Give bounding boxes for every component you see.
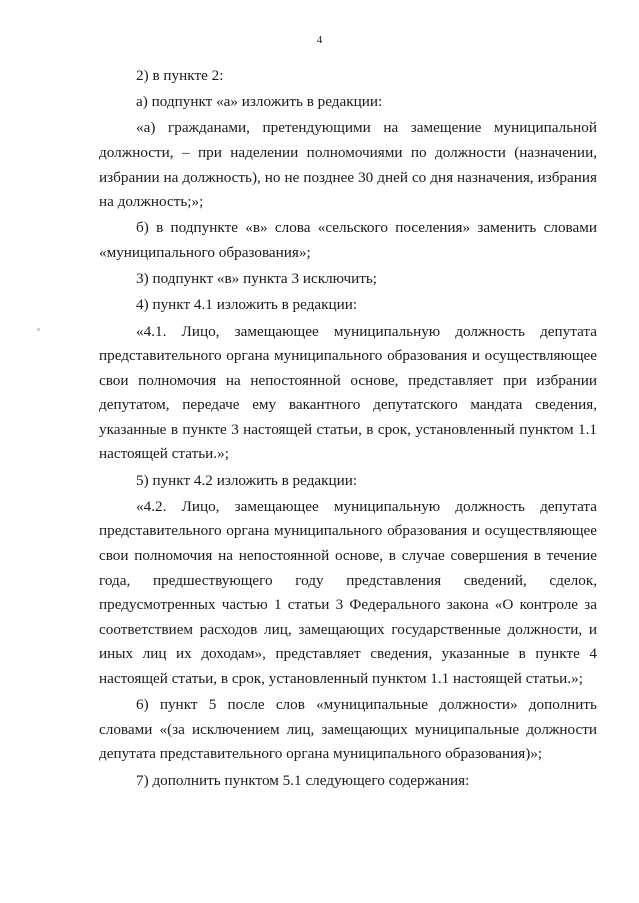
paragraph-item-2: 2) в пункте 2: (136, 67, 224, 84)
paragraph-subitem-b: б) в подпункте «в» слова «сельского поселения» заменить словами «муниципального образования»; (99, 219, 597, 261)
document-body (99, 64, 597, 795)
paragraph-item-4: 4) пункт 4.1 изложить в редакции: (136, 296, 358, 314)
paragraph-item-3: 3) подпункт «в» пункта 3 исключить; (136, 270, 377, 288)
scan-artifact (37, 328, 40, 331)
paragraph-quote-a: «а) гражданами, претендующими на замещение муниципальной должности, – при наделении полномочиями по должности (назначении, избрании на должность), но не позднее 30 дней со дня назначения, избрания на должность;»; (99, 119, 597, 211)
paragraph-quote-4-2: «4.2. Лицо, замещающее муниципальную должность депутата представительного органа муниципального образования и осуществляющее свои полномочия на непостоянной основе, в случае совершения в течение года, предшествующего году представления сведений, сделок, предусмотренных частью 1 статьи 3 Федерального закона «О контроле за соответствием расходов лиц, замещающих государственные должности, и иных лиц их доходам», представляет сведения, указанные в пункте 4 настоящей статьи, в срок, установленный пунктом 1.1 настоящей статьи.»; (99, 497, 597, 687)
paragraph-item-7: 7) дополнить пунктом 5.1 следующего содержания: (136, 771, 470, 789)
paragraph-item-6: 6) пункт 5 после слов «муниципальные должности» дополнить словами «(за исключением лиц, замещающих муниципальные должности депутата представительного органа муниципального образования)»; (99, 696, 597, 763)
paragraph-item-5: 5) пункт 4.2 изложить в редакции: (136, 471, 358, 489)
paragraph-quote-4-1: «4.1. Лицо, замещающее муниципальную должность депутата представительного органа муниципального образования и осуществляющее свои полномочия на непостоянной основе, представляет при избрании депутатом, передаче ему вакантного депутатского мандата сведения, указанные в пункте 3 настоящей статьи, в срок, установленный пунктом 1.1 настоящей статьи.»; (99, 322, 597, 463)
paragraph-subitem-a: а) подпункт «а» изложить в редакции: (136, 93, 383, 111)
page-number: 4 (316, 34, 323, 46)
